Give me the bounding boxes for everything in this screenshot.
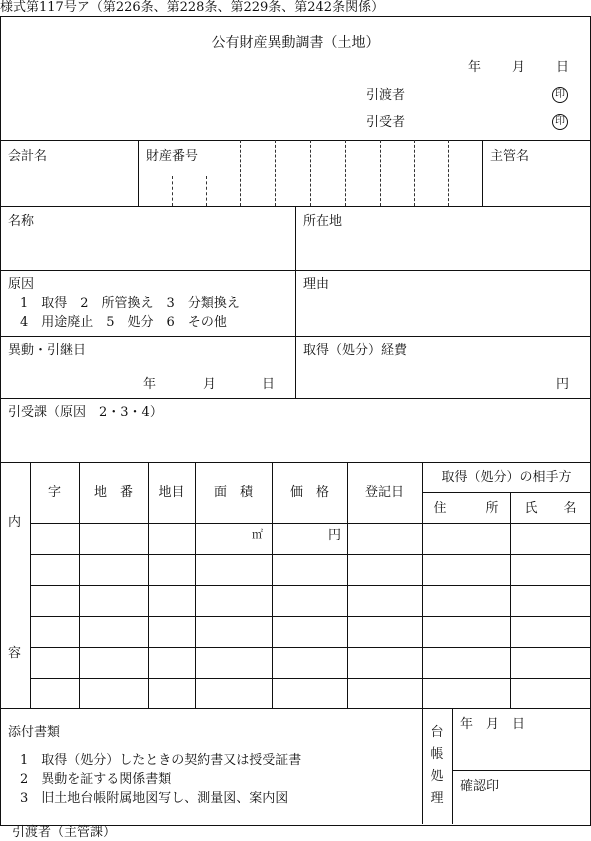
- contents-side-label-top: 内: [8, 515, 22, 530]
- date-year: 年: [468, 60, 482, 75]
- cause-label: 原因: [8, 277, 35, 292]
- ledger-processing-label: 台帳処理: [430, 725, 444, 807]
- col-header-address: 住 所: [433, 501, 499, 516]
- change-date-year: 年: [143, 377, 157, 392]
- receiver-label: 引受者: [366, 115, 406, 130]
- col-header-counterparty: 取得（処分）の相手方: [441, 470, 572, 485]
- seal-icon: 印: [552, 114, 568, 130]
- form-title: 公有財産異動調書（土地）: [211, 35, 380, 51]
- cause-options-2: 4 用途廃止 5 処分 6 その他: [20, 315, 227, 330]
- reason-label: 理由: [303, 277, 330, 292]
- confirm-seal-label: 確認印: [460, 779, 500, 794]
- col-header-kakaku: 価 格: [289, 485, 329, 500]
- col-header-chimoku: 地目: [158, 485, 185, 500]
- transferor-label: 引渡者: [366, 88, 406, 103]
- form-frame: [0, 16, 591, 826]
- col-header-menseki: 面 積: [213, 485, 253, 500]
- ledger-date-label: 年 月 日: [460, 717, 526, 732]
- change-date-label: 異動・引継日: [8, 343, 87, 358]
- property-number-label: 財産番号: [146, 149, 199, 164]
- cost-yen-unit: 円: [556, 377, 570, 392]
- footer-note: 引渡者（主管課）: [12, 825, 117, 840]
- location-label: 所在地: [303, 214, 343, 229]
- area-unit: ㎡: [252, 528, 263, 541]
- attachments-title: 添付書類: [8, 725, 61, 740]
- col-header-touki: 登記日: [364, 485, 404, 500]
- col-header-aza: 字: [47, 485, 61, 500]
- cause-options-1: 1 取得 2 所管換え 3 分類換え: [20, 296, 240, 311]
- cost-label: 取得（処分）経費: [303, 343, 408, 358]
- col-header-chiban: 地 番: [93, 485, 133, 500]
- seal-icon: 印: [552, 87, 568, 103]
- price-unit: 円: [328, 528, 342, 543]
- receiving-section-label: 引受課（原因 2・3・4）: [8, 405, 163, 420]
- change-date-day: 日: [262, 377, 276, 392]
- col-header-person: 氏 名: [524, 501, 577, 516]
- contents-side-label-bottom: 容: [8, 646, 22, 661]
- department-label: 主管名: [490, 149, 530, 164]
- date-month: 月: [512, 60, 526, 75]
- form-number-note: 様式第117号ア（第226条、第228条、第229条、第242条関係）: [0, 0, 385, 15]
- attachment-item: 3 旧土地台帳附属地図写し、測量図、案内図: [20, 791, 289, 806]
- attachment-item: 1 取得（処分）したときの契約書又は授受証書: [20, 753, 302, 768]
- attachment-item: 2 異動を証する関係書類: [20, 772, 172, 787]
- change-date-month: 月: [203, 377, 217, 392]
- date-day: 日: [556, 60, 570, 75]
- name-label: 名称: [8, 214, 35, 229]
- accounting-name-label: 会計名: [8, 149, 48, 164]
